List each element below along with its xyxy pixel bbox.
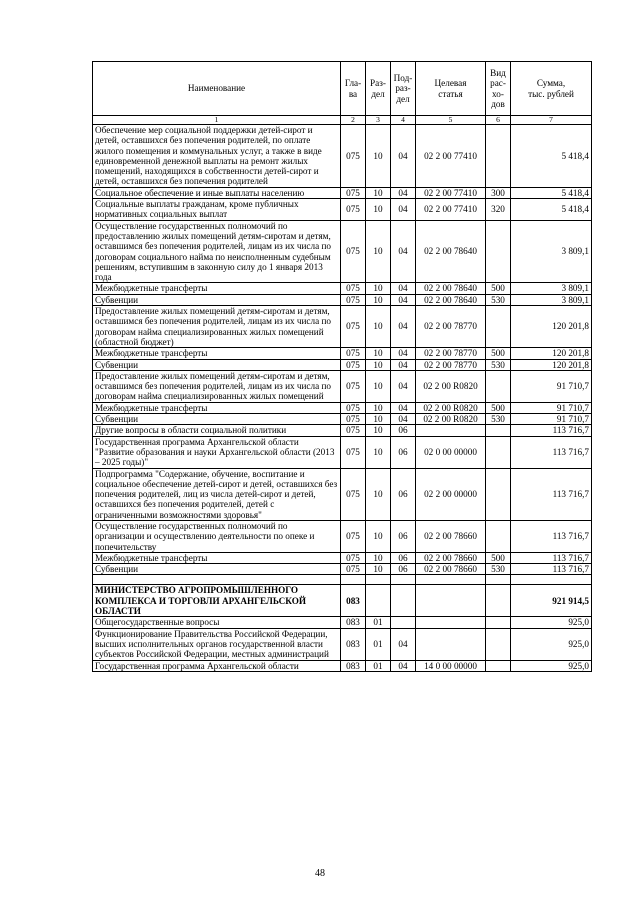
cell-razdel: 01 bbox=[366, 628, 391, 660]
cell-podrazdel: 04 bbox=[391, 294, 416, 305]
cell-target: 02 2 00 78770 bbox=[416, 359, 486, 370]
cell-vid bbox=[486, 617, 511, 628]
cell-glava: 083 bbox=[341, 585, 366, 617]
cell-vid bbox=[486, 628, 511, 660]
cell-target bbox=[416, 425, 486, 436]
table-row bbox=[93, 617, 592, 628]
cell-name: Межбюджетные трансферты bbox=[93, 402, 341, 413]
cell-vid bbox=[486, 125, 511, 188]
table-row bbox=[93, 564, 592, 575]
cell-podrazdel: 06 bbox=[391, 468, 416, 520]
cell-sum: 5 418,4 bbox=[511, 125, 592, 188]
cell-name: Государственная программа Архангельской области "Развитие образования и науки Архангельской области (2013 – 2025 годы)" bbox=[93, 436, 341, 468]
cell-sum: 113 716,7 bbox=[511, 564, 592, 575]
cell-sum: 925,0 bbox=[511, 628, 592, 660]
cell-vid: 500 bbox=[486, 402, 511, 413]
cell-sum: 113 716,7 bbox=[511, 520, 592, 552]
cell-glava: 075 bbox=[341, 425, 366, 436]
table-row bbox=[93, 125, 592, 188]
table-row bbox=[93, 359, 592, 370]
cell-name: Функционирование Правительства Российской Федерации, высших исполнительных органов государственной власти субъектов Российской Федерации, местных администраций bbox=[93, 628, 341, 660]
cell-name: Общегосударственные вопросы bbox=[93, 617, 341, 628]
cell-name: Предоставление жилых помещений детям-сиротам и детям, оставшимся без попечения родителей, лицам из их числа по договорам найма специализированных жилых помещений (областной бюджет) bbox=[93, 306, 341, 348]
cell-name: Субвенции bbox=[93, 294, 341, 305]
table-row bbox=[93, 370, 592, 402]
cell-name: Межбюджетные трансферты bbox=[93, 552, 341, 563]
cell-razdel: 01 bbox=[366, 617, 391, 628]
cell-glava: 075 bbox=[341, 436, 366, 468]
header-target: Целевая статья bbox=[416, 62, 486, 116]
cell-vid: 320 bbox=[486, 199, 511, 221]
cell-sum: 113 716,7 bbox=[511, 552, 592, 563]
spacer-cell bbox=[341, 575, 366, 585]
header-vid: Вид рас- хо- дов bbox=[486, 62, 511, 116]
spacer-cell bbox=[486, 575, 511, 585]
spacer-cell bbox=[366, 575, 391, 585]
cell-glava: 075 bbox=[341, 294, 366, 305]
cell-vid: 530 bbox=[486, 564, 511, 575]
cell-sum: 925,0 bbox=[511, 660, 592, 671]
cell-target: 02 2 00 78640 bbox=[416, 283, 486, 294]
cell-target bbox=[416, 617, 486, 628]
cell-vid: 500 bbox=[486, 348, 511, 359]
cell-razdel: 10 bbox=[366, 436, 391, 468]
budget-table bbox=[92, 61, 592, 672]
cell-glava: 075 bbox=[341, 564, 366, 575]
cell-name: Другие вопросы в области социальной политики bbox=[93, 425, 341, 436]
header-razdel: Раз- дел bbox=[366, 62, 391, 116]
table-body bbox=[93, 125, 592, 672]
table-header-row bbox=[93, 62, 592, 116]
cell-sum: 120 201,8 bbox=[511, 359, 592, 370]
cell-target: 02 0 00 00000 bbox=[416, 436, 486, 468]
cell-target: 02 2 00 78660 bbox=[416, 552, 486, 563]
cell-podrazdel: 04 bbox=[391, 199, 416, 221]
cell-razdel: 10 bbox=[366, 283, 391, 294]
cell-name: Предоставление жилых помещений детям-сиротам и детям, оставшимся без попечения родителей, лицам из их числа по договорам найма специализированных жилых помещений bbox=[93, 370, 341, 402]
spacer-cell bbox=[391, 575, 416, 585]
table-row bbox=[93, 402, 592, 413]
cell-glava: 075 bbox=[341, 199, 366, 221]
cell-razdel: 01 bbox=[366, 660, 391, 671]
cell-name: Осуществление государственных полномочий по предоставлению жилых помещений детям-сиротам и детям, оставшимся без попечения родителей, лицам из их числа по договорам социального найма по неисполненным судебным решениям, вступившим в законную силу до 1 января 2013 года bbox=[93, 220, 341, 283]
cell-vid bbox=[486, 220, 511, 283]
cell-podrazdel: 04 bbox=[391, 220, 416, 283]
table-row bbox=[93, 187, 592, 198]
cell-glava: 075 bbox=[341, 306, 366, 348]
table-row bbox=[93, 585, 592, 617]
cell-sum: 113 716,7 bbox=[511, 436, 592, 468]
cell-sum: 91 710,7 bbox=[511, 402, 592, 413]
cell-target: 02 2 00 77410 bbox=[416, 187, 486, 198]
cell-podrazdel: 04 bbox=[391, 306, 416, 348]
table-row bbox=[93, 199, 592, 221]
cell-razdel: 10 bbox=[366, 187, 391, 198]
cell-podrazdel: 04 bbox=[391, 348, 416, 359]
cell-vid bbox=[486, 520, 511, 552]
table-row bbox=[93, 294, 592, 305]
cell-razdel: 10 bbox=[366, 564, 391, 575]
cell-glava: 075 bbox=[341, 220, 366, 283]
cell-vid: 530 bbox=[486, 414, 511, 425]
cell-razdel: 10 bbox=[366, 414, 391, 425]
cell-name: Осуществление государственных полномочий по организации и осуществлению деятельности по опеке и попечительству bbox=[93, 520, 341, 552]
table-row bbox=[93, 306, 592, 348]
cell-target: 02 2 00 78770 bbox=[416, 306, 486, 348]
table-row bbox=[93, 628, 592, 660]
cell-target: 02 2 00 R0820 bbox=[416, 370, 486, 402]
cell-target: 14 0 00 00000 bbox=[416, 660, 486, 671]
cell-target: 02 2 00 77410 bbox=[416, 125, 486, 188]
header-glava: Гла- ва bbox=[341, 62, 366, 116]
cell-target: 02 2 00 78660 bbox=[416, 564, 486, 575]
cell-glava: 075 bbox=[341, 414, 366, 425]
header-podrazdel: Под- раз- дел bbox=[391, 62, 416, 116]
cell-target: 02 2 00 00000 bbox=[416, 468, 486, 520]
cell-glava: 075 bbox=[341, 520, 366, 552]
cell-target: 02 2 00 R0820 bbox=[416, 414, 486, 425]
cell-name: Государственная программа Архангельской области bbox=[93, 660, 341, 671]
cell-razdel: 10 bbox=[366, 425, 391, 436]
cell-glava: 075 bbox=[341, 283, 366, 294]
cell-name: МИНИСТЕРСТВО АГРОПРОМЫШЛЕННОГО КОМПЛЕКСА И ТОРГОВЛИ АРХАНГЕЛЬСКОЙ ОБЛАСТИ bbox=[93, 585, 341, 617]
cell-razdel: 10 bbox=[366, 294, 391, 305]
cell-vid: 300 bbox=[486, 187, 511, 198]
cell-name: Субвенции bbox=[93, 359, 341, 370]
cell-glava: 075 bbox=[341, 348, 366, 359]
cell-target: 02 2 00 78640 bbox=[416, 294, 486, 305]
cell-glava: 083 bbox=[341, 628, 366, 660]
cell-glava: 083 bbox=[341, 617, 366, 628]
cell-name: Субвенции bbox=[93, 564, 341, 575]
cell-podrazdel: 04 bbox=[391, 283, 416, 294]
header-name: Наименование bbox=[93, 62, 341, 116]
spacer-cell bbox=[416, 575, 486, 585]
cell-razdel: 10 bbox=[366, 359, 391, 370]
cell-podrazdel: 04 bbox=[391, 628, 416, 660]
cell-vid bbox=[486, 660, 511, 671]
table-row bbox=[93, 660, 592, 671]
cell-name: Социальные выплаты гражданам, кроме публичных нормативных социальных выплат bbox=[93, 199, 341, 221]
cell-vid bbox=[486, 585, 511, 617]
cell-razdel: 10 bbox=[366, 220, 391, 283]
cell-razdel: 10 bbox=[366, 402, 391, 413]
cell-target: 02 2 00 78770 bbox=[416, 348, 486, 359]
cell-vid: 500 bbox=[486, 552, 511, 563]
cell-sum: 120 201,8 bbox=[511, 306, 592, 348]
cell-podrazdel: 06 bbox=[391, 425, 416, 436]
cell-sum: 3 809,1 bbox=[511, 294, 592, 305]
table-row bbox=[93, 520, 592, 552]
table-row bbox=[93, 220, 592, 283]
cell-razdel: 10 bbox=[366, 552, 391, 563]
table-row bbox=[93, 414, 592, 425]
table-spacer-row bbox=[93, 575, 592, 585]
cell-vid bbox=[486, 468, 511, 520]
cell-name: Подпрограмма "Содержание, обучение, воспитание и социальное обеспечение детей-сирот и детей, оставшихся без попечения родителей, лиц из числа детей-сирот и детей, оставшихся без попечения родителей, детей с ограниченными возможностями здоровья" bbox=[93, 468, 341, 520]
cell-name: Межбюджетные трансферты bbox=[93, 348, 341, 359]
cell-target: 02 2 00 78660 bbox=[416, 520, 486, 552]
header-sum: Сумма, тыс. рублей bbox=[511, 62, 592, 116]
cell-glava: 075 bbox=[341, 468, 366, 520]
cell-podrazdel: 06 bbox=[391, 552, 416, 563]
cell-razdel: 10 bbox=[366, 370, 391, 402]
table-row bbox=[93, 283, 592, 294]
table-row bbox=[93, 348, 592, 359]
cell-sum: 91 710,7 bbox=[511, 370, 592, 402]
cell-podrazdel: 04 bbox=[391, 125, 416, 188]
cell-vid: 500 bbox=[486, 283, 511, 294]
cell-sum: 3 809,1 bbox=[511, 220, 592, 283]
column-number: 4 bbox=[391, 116, 416, 125]
cell-target: 02 2 00 77410 bbox=[416, 199, 486, 221]
cell-sum: 3 809,1 bbox=[511, 283, 592, 294]
cell-razdel: 10 bbox=[366, 520, 391, 552]
cell-podrazdel: 06 bbox=[391, 436, 416, 468]
spacer-cell bbox=[93, 575, 341, 585]
table-row bbox=[93, 552, 592, 563]
cell-podrazdel: 04 bbox=[391, 414, 416, 425]
cell-glava: 075 bbox=[341, 370, 366, 402]
cell-vid bbox=[486, 370, 511, 402]
cell-razdel: 10 bbox=[366, 306, 391, 348]
cell-target bbox=[416, 585, 486, 617]
cell-vid bbox=[486, 306, 511, 348]
column-number: 7 bbox=[511, 116, 592, 125]
cell-glava: 083 bbox=[341, 660, 366, 671]
cell-razdel bbox=[366, 585, 391, 617]
cell-glava: 075 bbox=[341, 187, 366, 198]
cell-razdel: 10 bbox=[366, 199, 391, 221]
cell-podrazdel: 04 bbox=[391, 402, 416, 413]
cell-podrazdel bbox=[391, 617, 416, 628]
cell-glava: 075 bbox=[341, 402, 366, 413]
cell-sum: 91 710,7 bbox=[511, 414, 592, 425]
cell-sum: 921 914,5 bbox=[511, 585, 592, 617]
cell-sum: 120 201,8 bbox=[511, 348, 592, 359]
cell-vid bbox=[486, 436, 511, 468]
column-number: 1 bbox=[93, 116, 341, 125]
cell-podrazdel: 06 bbox=[391, 520, 416, 552]
cell-target: 02 2 00 78640 bbox=[416, 220, 486, 283]
column-number: 3 bbox=[366, 116, 391, 125]
cell-podrazdel bbox=[391, 585, 416, 617]
column-number: 2 bbox=[341, 116, 366, 125]
cell-sum: 925,0 bbox=[511, 617, 592, 628]
cell-sum: 113 716,7 bbox=[511, 468, 592, 520]
cell-name: Социальное обеспечение и иные выплаты населению bbox=[93, 187, 341, 198]
cell-vid: 530 bbox=[486, 294, 511, 305]
cell-podrazdel: 04 bbox=[391, 660, 416, 671]
column-number: 6 bbox=[486, 116, 511, 125]
cell-name: Межбюджетные трансферты bbox=[93, 283, 341, 294]
table-row bbox=[93, 468, 592, 520]
cell-glava: 075 bbox=[341, 552, 366, 563]
cell-target: 02 2 00 R0820 bbox=[416, 402, 486, 413]
column-number-row bbox=[93, 116, 592, 125]
cell-sum: 113 716,7 bbox=[511, 425, 592, 436]
cell-razdel: 10 bbox=[366, 125, 391, 188]
cell-podrazdel: 04 bbox=[391, 370, 416, 402]
cell-podrazdel: 04 bbox=[391, 359, 416, 370]
page-number: 48 bbox=[315, 868, 325, 879]
cell-sum: 5 418,4 bbox=[511, 187, 592, 198]
cell-glava: 075 bbox=[341, 359, 366, 370]
cell-name: Обеспечение мер социальной поддержки детей-сирот и детей, оставшихся без попечения родителей, по оплате жилого помещения и коммунальных услуг, а также в виде единовременной денежной выплаты на ремонт жилых помещений, находящихся в собственности детей-сирот и детей, оставшихся без попечения родителей bbox=[93, 125, 341, 188]
column-number: 5 bbox=[416, 116, 486, 125]
cell-razdel: 10 bbox=[366, 468, 391, 520]
cell-podrazdel: 06 bbox=[391, 564, 416, 575]
cell-podrazdel: 04 bbox=[391, 187, 416, 198]
cell-razdel: 10 bbox=[366, 348, 391, 359]
cell-vid: 530 bbox=[486, 359, 511, 370]
cell-vid bbox=[486, 425, 511, 436]
cell-sum: 5 418,4 bbox=[511, 199, 592, 221]
cell-name: Субвенции bbox=[93, 414, 341, 425]
table-row bbox=[93, 425, 592, 436]
cell-glava: 075 bbox=[341, 125, 366, 188]
spacer-cell bbox=[511, 575, 592, 585]
table-row bbox=[93, 436, 592, 468]
cell-target bbox=[416, 628, 486, 660]
